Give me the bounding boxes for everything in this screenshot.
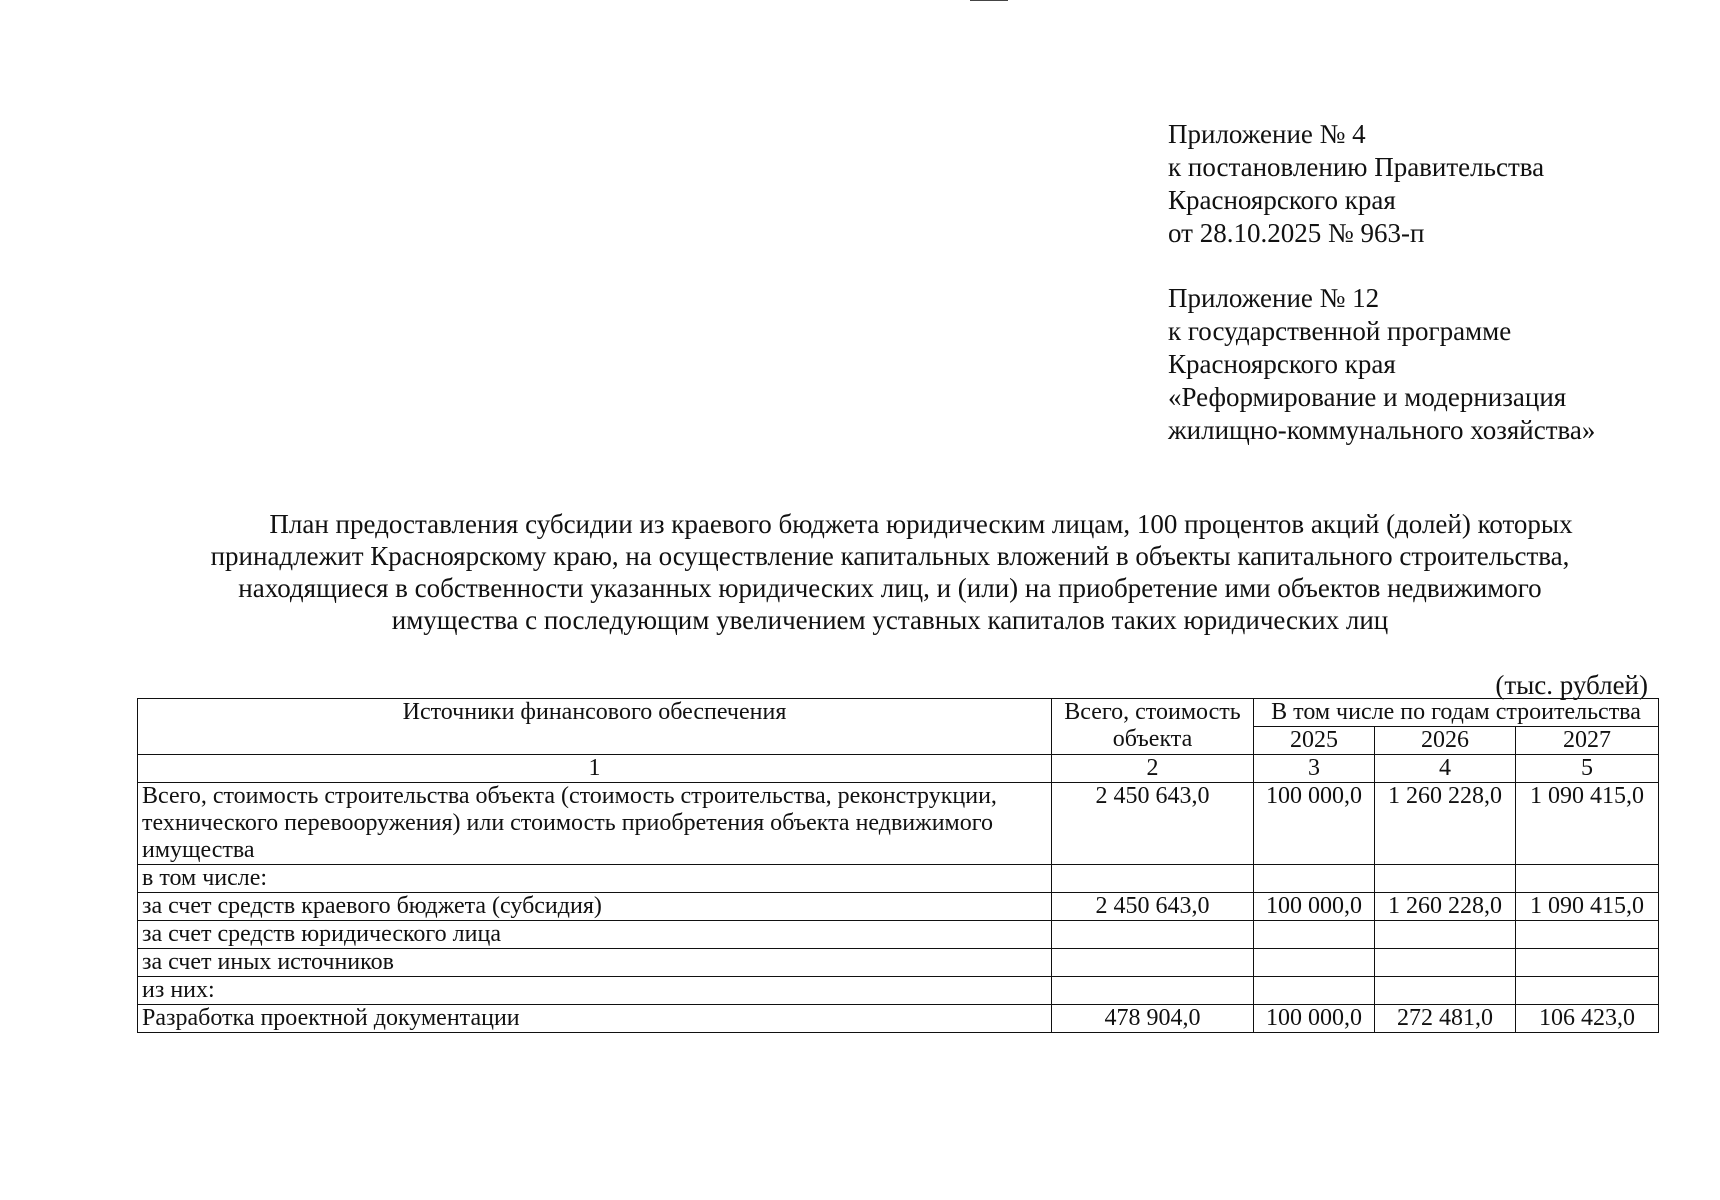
column-number: 1 (138, 755, 1052, 783)
appendix-line: от 28.10.2025 № 963-п (1168, 218, 1425, 248)
page-top-mark (970, 0, 1008, 1)
row-label: за счет средств краевого бюджета (субсидия) (138, 893, 1052, 921)
row-2025 (1254, 949, 1375, 977)
table-row (138, 977, 1659, 1005)
column-number: 5 (1516, 755, 1659, 783)
row-2027 (1516, 921, 1659, 949)
row-label: Разработка проектной документации (138, 1005, 1052, 1033)
header-by-years: В том числе по годам строительства (1254, 699, 1659, 727)
row-label: за счет средств юридического лица (138, 921, 1052, 949)
appendix-line: Приложение № 12 (1168, 283, 1380, 313)
appendix-line: жилищно-коммунального хозяйства» (1168, 415, 1596, 445)
appendix-line: Красноярского края (1168, 185, 1396, 215)
row-label: из них: (138, 977, 1052, 1005)
row-2026 (1375, 977, 1516, 1005)
document-title (140, 508, 1640, 636)
row-2025 (1254, 977, 1375, 1005)
row-2026: 1 260 228,0 (1375, 893, 1516, 921)
column-number: 3 (1254, 755, 1375, 783)
row-label: за счет иных источников (138, 949, 1052, 977)
appendix-4-header (1168, 118, 1544, 250)
row-2027 (1516, 865, 1659, 893)
header-year-2026: 2026 (1375, 727, 1516, 755)
row-2026 (1375, 921, 1516, 949)
row-2025 (1254, 921, 1375, 949)
title-line: План предоставления субсидии из краевого бюджета юридическим лицам, 100 процентов акций (долей) которых (269, 509, 1573, 539)
column-number: 2 (1052, 755, 1254, 783)
row-2027: 1 090 415,0 (1516, 893, 1659, 921)
table-row (138, 1005, 1659, 1033)
row-2025: 100 000,0 (1254, 893, 1375, 921)
row-total: 478 904,0 (1052, 1005, 1254, 1033)
row-2026: 1 260 228,0 (1375, 783, 1516, 865)
table-row (138, 865, 1659, 893)
row-label: Всего, стоимость строительства объекта (стоимость строительства, реконструкции, технического перевооружения) или стоимость приобретения объекта недвижимого имущества (138, 783, 1052, 865)
table-row (138, 921, 1659, 949)
row-label: в том числе: (138, 865, 1052, 893)
row-2025: 100 000,0 (1254, 783, 1375, 865)
header-year-2025: 2025 (1254, 727, 1375, 755)
row-2026 (1375, 949, 1516, 977)
title-line: находящиеся в собственности указанных юридических лиц, и (или) на приобретение ими объектов недвижимого (238, 573, 1542, 603)
financing-table (137, 698, 1659, 1033)
table-row (138, 949, 1659, 977)
row-2027: 1 090 415,0 (1516, 783, 1659, 865)
appendix-line: к постановлению Правительства (1168, 152, 1545, 182)
row-total (1052, 949, 1254, 977)
title-line: имущества с последующим увеличением уставных капиталов таких юридических лиц (391, 605, 1389, 635)
appendix-line: к государственной программе (1168, 316, 1512, 346)
appendix-line: «Реформирование и модернизация (1168, 382, 1567, 412)
header-year-2027: 2027 (1516, 727, 1659, 755)
row-total (1052, 977, 1254, 1005)
row-2025: 100 000,0 (1254, 1005, 1375, 1033)
title-line: принадлежит Красноярскому краю, на осуществление капитальных вложений в объекты капитального строительства, (210, 541, 1570, 571)
appendix-12-header (1168, 282, 1595, 447)
appendix-line: Приложение № 4 (1168, 119, 1366, 149)
row-total (1052, 921, 1254, 949)
header-source: Источники финансового обеспечения (138, 699, 1052, 755)
row-2027: 106 423,0 (1516, 1005, 1659, 1033)
table-row (138, 893, 1659, 921)
row-total (1052, 865, 1254, 893)
row-2027 (1516, 977, 1659, 1005)
appendix-line: Красноярского края (1168, 349, 1396, 379)
row-2026 (1375, 865, 1516, 893)
row-2027 (1516, 949, 1659, 977)
row-total: 2 450 643,0 (1052, 783, 1254, 865)
column-number-row (138, 755, 1659, 783)
row-2025 (1254, 865, 1375, 893)
table-row (138, 783, 1659, 865)
units-label: (тыс. рублей) (1495, 670, 1648, 700)
header-total: Всего, стоимость объекта (1052, 699, 1254, 755)
row-total: 2 450 643,0 (1052, 893, 1254, 921)
row-2026: 272 481,0 (1375, 1005, 1516, 1033)
column-number: 4 (1375, 755, 1516, 783)
